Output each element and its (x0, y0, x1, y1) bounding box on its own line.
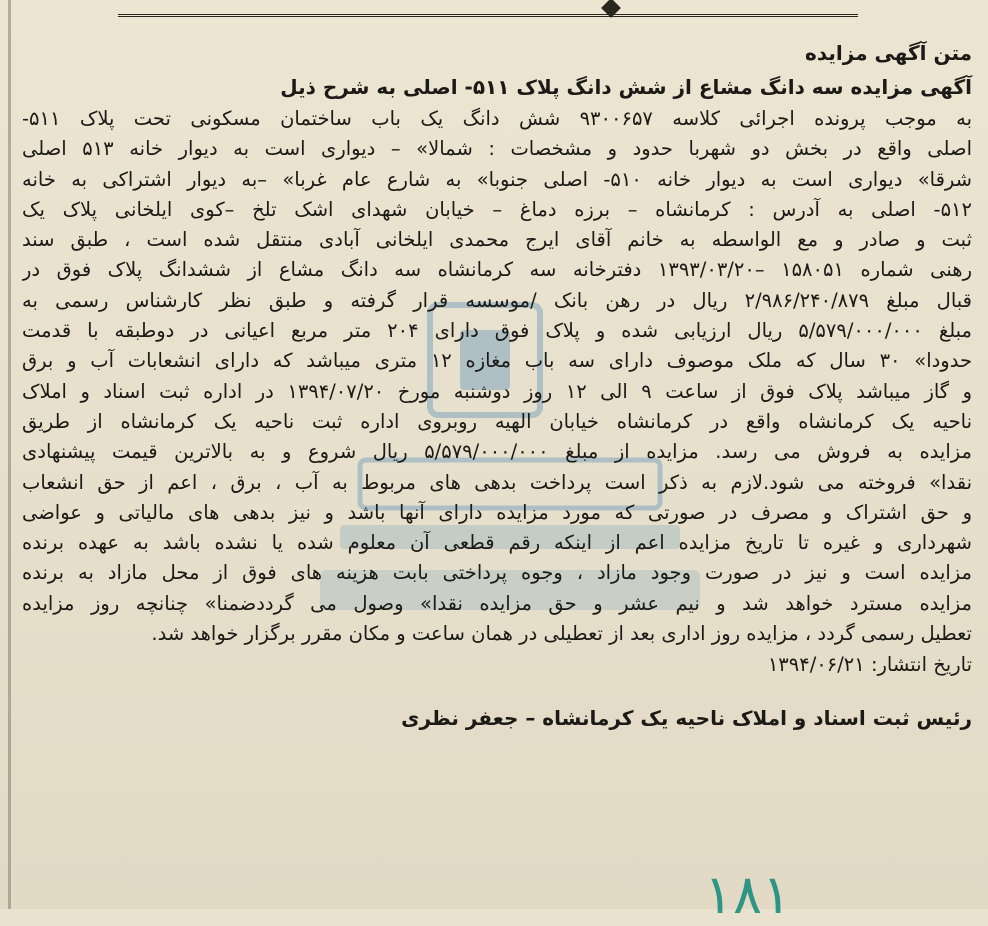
signature-line: رئیس ثبت اسناد و املاک ناحیه یک کرمانشاه – جعفر نظری (401, 706, 972, 731)
publish-date: تاریخ انتشار: ۱۳۹۴/۰۶/۲۱ (767, 653, 972, 677)
body-line: شرقا» دیواری است به دیوار خانه ۵۱۰- اصلی جنوبا» به شارع عام غربا» –به دیوار اشتراکی به خانه (22, 167, 972, 191)
body-line: حدودا» ۳۰ سال که ملک موصوف دارای سه باب مغازه ۱۲ متری میباشد که دارای انشعابات آب و برق (22, 349, 972, 373)
auction-notice (22, 36, 972, 735)
body-line: نقدا» فروخته می شود.لازم به ذکر است پرداخت بدهی های مربوط به آب ، برق ، اعم از حق انشعاب (22, 470, 972, 494)
notice-subheading: آگهی مزایده سه دانگ مشاع از شش دانگ پلاک ۵۱۱- اصلی به شرح ذیل (280, 75, 972, 99)
body-line: قبال مبلغ ۲/۹۸۶/۲۴۰/۸۷۹ ریال در رهن بانک /موسسه قرار گرفته و طبق نظر کارشناس رسمی به (22, 288, 972, 312)
body-line: اصلی واقع در بخش دو شهربا حدود و مشخصات : شمالا» – دیواری است به دیوار خانه ۵۱۳ اصلی (22, 137, 972, 161)
handwritten-stamp-number: ۱۸۱ (704, 863, 792, 926)
body-line: مبلغ ۵/۵۷۹/۰۰۰/۰۰۰ ریال ارزیابی شده و پلاک فوق دارای ۲۰۴ متر مربع اعیانی در دوطبقه با قدمت (22, 319, 972, 343)
body-line: تعطیل رسمی گردد ، مزایده روز اداری بعد از تعطیلی در همان ساعت و مکان مقرر برگزار خواهد شد. (151, 622, 972, 646)
notice-body (22, 104, 972, 649)
body-line: به موجب پرونده اجرائی کلاسه ۹۳۰۰۶۵۷ شش دانگ یک باب ساختمان مسکونی تحت پلاک ۵۱۱- (22, 107, 972, 130)
top-border (118, 0, 858, 17)
body-line: مزایده به فروش می رسد. مزایده از مبلغ ۵/۵۷۹/۰۰۰/۰۰۰ ریال شروع و به بالاترین قیمت پیشنهادی (22, 440, 972, 464)
body-line: و گاز میباشد پلاک فوق از ساعت ۹ الی ۱۲ روز دوشنبه مورخ ۱۳۹۴/۰۷/۲۰ در اداره ثبت اسناد و املاک (22, 379, 972, 403)
body-line: ثبت و صادر و مع الواسطه به خانم آقای ایرج محمدی ایلخانی آبادی منتقل شده است ، طبق سند (22, 228, 972, 252)
body-line: مزایده مسترد خواهد شد و نیم عشر و حق مزایده نقدا» وصول می گرددضمنا» چنانچه روز مزایده (22, 591, 972, 615)
body-line: شهرداری و غیره تا تاریخ مزایده اعم از اینکه رقم قطعی آن معلوم شده یا نشده باشد به عهده برنده (22, 531, 972, 555)
body-line: ۵۱۲- اصلی به آدرس : کرمانشاه – برزه دماغ – خیابان شهدای اشک تلخ –کوی ایلخانی پلاک یک (22, 197, 972, 221)
body-line: ناحیه یک کرمانشاه واقع در کرمانشاه خیابان الهیه روبروی اداره ثبت ناحیه یک کرمانشاه از طریق (22, 409, 972, 433)
diamond-ornament-icon (601, 0, 621, 18)
body-line: رهنی شماره ۱۵۸۰۵۱ –۱۳۹۳/۰۳/۲۰ دفترخانه سه کرمانشاه سه دانگ مشاع از ششدانگ پلاک فوق در (22, 258, 972, 282)
notice-heading: متن آگهی مزایده (805, 41, 972, 65)
column-rule (8, 0, 11, 909)
body-line: و حق اشتراک و مصرف در صورتی که مورد مزایده دارای آنها باشد و نیز بدهی های مالیاتی و عواضی (22, 500, 972, 524)
body-line: مزایده است و نیز در صورت وجود مازاد ، وجوه پرداختی بابت هزینه های فوق از محل مازاد به برنده (22, 561, 972, 585)
